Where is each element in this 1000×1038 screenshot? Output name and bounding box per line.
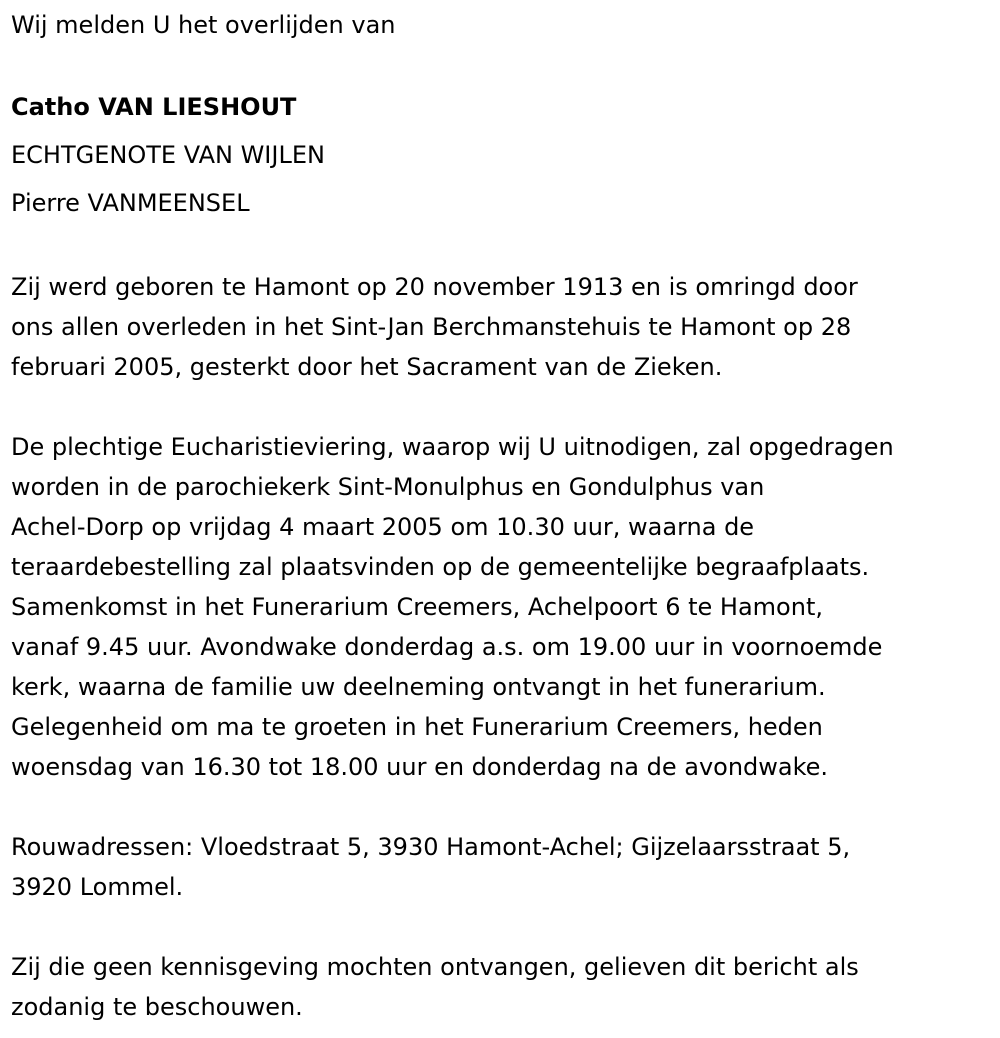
spacer	[11, 787, 991, 827]
relation-text: ECHTGENOTE VAN WIJLEN	[11, 141, 325, 169]
spacer	[11, 387, 991, 427]
spacer	[11, 45, 991, 83]
paragraph-line: Gelegenheid om ma te groeten in het Funerarium Creemers, heden	[11, 713, 823, 741]
paragraph-line: ons allen overleden in het Sint-Jan Berchmanstehuis te Hamont op 28	[11, 313, 852, 341]
paragraph-line: Zij die geen kennisgeving mochten ontvangen, gelieven dit bericht als	[11, 953, 859, 981]
paragraph-line: Samenkomst in het Funerarium Creemers, Achelpoort 6 te Hamont,	[11, 593, 823, 621]
paragraph-line: Achel-Dorp op vrijdag 4 maart 2005 om 10.30 uur, waarna de	[11, 513, 755, 541]
paragraph-line: februari 2005, gesterkt door het Sacrament van de Zieken.	[11, 353, 723, 381]
spacer	[11, 227, 991, 267]
paragraph-line: vanaf 9.45 uur. Avondwake donderdag a.s. om 19.00 uur in voornoemde	[11, 633, 883, 661]
obituary-notice	[11, 5, 991, 1027]
paragraph-line: 3920 Lommel.	[11, 873, 184, 901]
paragraph-line: teraardebestelling zal plaatsvinden op de gemeentelijke begraafplaats.	[11, 553, 870, 581]
ceremony-paragraph	[11, 427, 991, 787]
notice-paragraph	[11, 947, 991, 1027]
paragraph-line: kerk, waarna de familie uw deelneming ontvangt in het funerarium.	[11, 673, 826, 701]
paragraph-line: Rouwadressen: Vloedstraat 5, 3930 Hamont-Achel; Gijzelaarsstraat 5,	[11, 833, 851, 861]
birth-paragraph	[11, 267, 991, 387]
paragraph-line: woensdag van 16.30 tot 18.00 uur en donderdag na de avondwake.	[11, 753, 829, 781]
spacer	[11, 907, 991, 947]
deceased-name: Catho VAN LIESHOUT	[11, 93, 297, 121]
paragraph-line: zodanig te beschouwen.	[11, 993, 303, 1021]
paragraph-line: worden in de parochiekerk Sint-Monulphus en Gondulphus van	[11, 473, 765, 501]
paragraph-line: De plechtige Eucharistieviering, waarop wij U uitnodigen, zal opgedragen	[11, 433, 894, 461]
intro-text: Wij melden U het overlijden van	[11, 11, 396, 39]
spouse-name: Pierre VANMEENSEL	[11, 189, 250, 217]
paragraph-line: Zij werd geboren te Hamont op 20 november 1913 en is omringd door	[11, 273, 858, 301]
addresses-paragraph	[11, 827, 991, 907]
